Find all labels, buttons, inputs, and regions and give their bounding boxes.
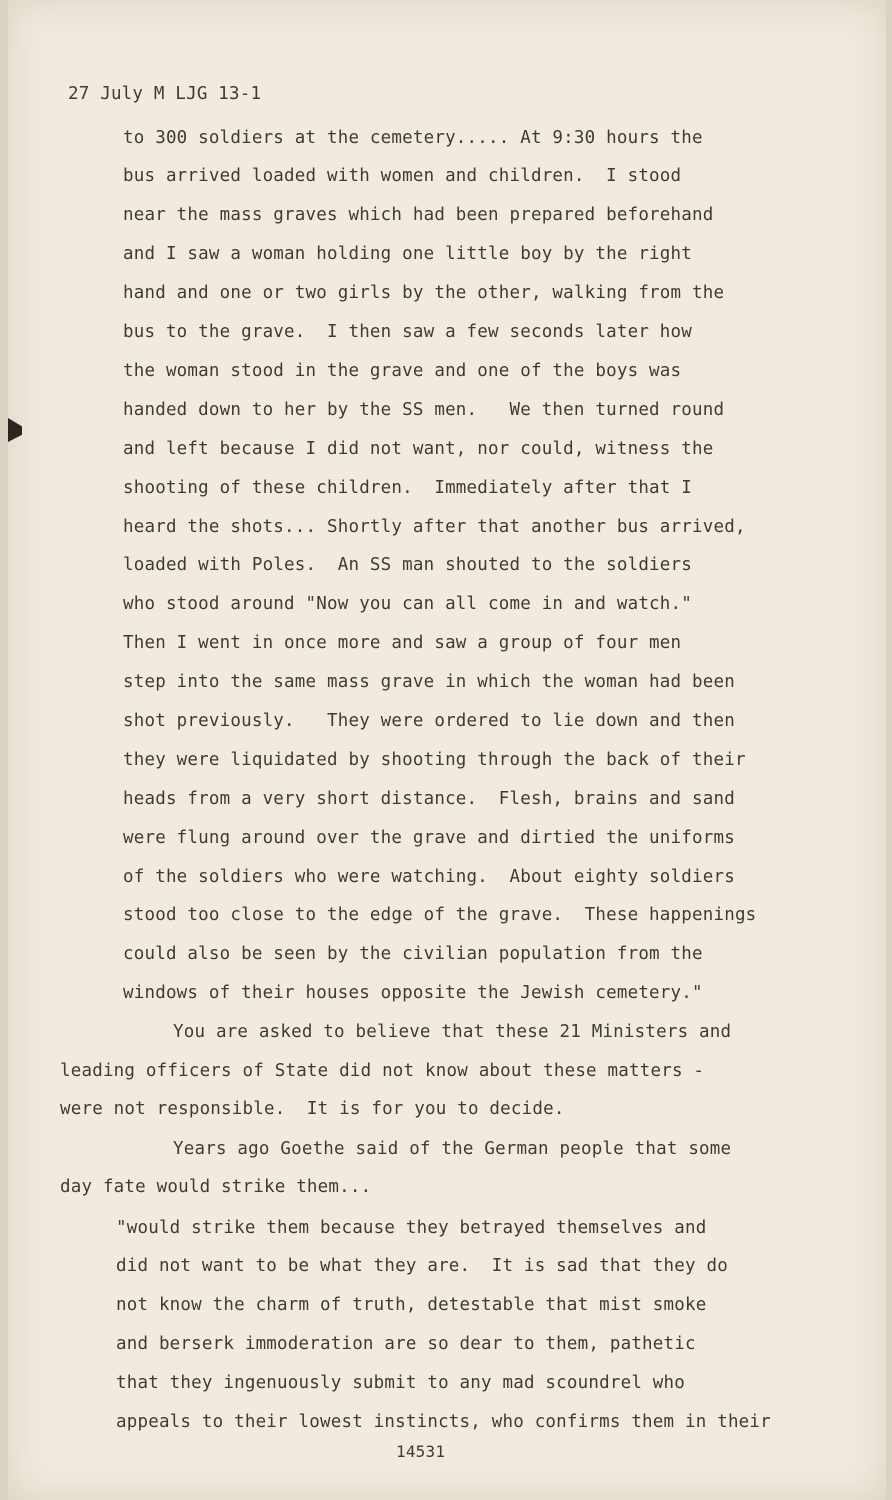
quote1-line-8: and left because I did not want, nor could, witness the [123, 439, 714, 459]
quote1-line-0: to 300 soldiers at the cemetery..... At 9:30 hours the [123, 128, 703, 148]
punch-hole-mark [8, 418, 22, 442]
quote1-line-4: hand and one or two girls by the other, walking from the [123, 283, 725, 303]
page-number: 14531 [396, 1442, 446, 1461]
quote1-line-19: of the soldiers who were watching. About eighty soldiers [123, 867, 735, 887]
body-line-2: were not responsible. It is for you to decide. [60, 1099, 565, 1119]
quote1-line-21: could also be seen by the civilian population from the [123, 944, 703, 964]
quote2-line-1: did not want to be what they are. It is sad that they do [116, 1256, 728, 1276]
quote1-line-7: handed down to her by the SS men. We then turned round [123, 400, 725, 420]
quote1-line-1: bus arrived loaded with women and children. I stood [123, 166, 682, 186]
quote1-line-5: bus to the grave. I then saw a few seconds later how [123, 322, 693, 342]
body-line-0: You are asked to believe that these 21 Ministers and [173, 1022, 732, 1042]
quote2-line-0: "would strike them because they betrayed themselves and [116, 1218, 707, 1238]
quote1-line-17: heads from a very short distance. Flesh, brains and sand [123, 789, 735, 809]
quote1-line-15: shot previously. They were ordered to lie down and then [123, 711, 735, 731]
quote1-line-6: the woman stood in the grave and one of the boys was [123, 361, 682, 381]
quote1-line-13: Then I went in once more and saw a group of four men [123, 633, 682, 653]
quote1-line-14: step into the same mass grave in which the woman had been [123, 672, 735, 692]
quote2-line-2: not know the charm of truth, detestable that mist smoke [116, 1295, 707, 1315]
quote1-line-3: and I saw a woman holding one little boy by the right [123, 244, 693, 264]
body-line-3: Years ago Goethe said of the German people that some [173, 1139, 732, 1159]
quote1-line-11: loaded with Poles. An SS man shouted to the soldiers [123, 555, 693, 575]
quote1-line-18: were flung around over the grave and dirtied the uniforms [123, 828, 735, 848]
quote1-line-12: who stood around "Now you can all come in and watch." [123, 594, 693, 614]
quote1-line-10: heard the shots... Shortly after that another bus arrived, [123, 517, 746, 537]
quote1-line-22: windows of their houses opposite the Jewish cemetery." [123, 983, 703, 1003]
quote2-line-4: that they ingenuously submit to any mad scoundrel who [116, 1373, 686, 1393]
quote2-line-3: and berserk immoderation are so dear to them, pathetic [116, 1334, 696, 1354]
page-header: 27 July M LJG 13-1 [68, 84, 262, 104]
quote1-line-9: shooting of these children. Immediately after that I [123, 478, 693, 498]
document-page [8, 0, 886, 1500]
body-line-4: day fate would strike them... [60, 1177, 372, 1197]
body-line-1: leading officers of State did not know about these matters - [60, 1061, 705, 1081]
quote1-line-16: they were liquidated by shooting through the back of their [123, 750, 746, 770]
quote2-line-5: appeals to their lowest instincts, who confirms them in their [116, 1412, 771, 1432]
quote1-line-2: near the mass graves which had been prepared beforehand [123, 205, 714, 225]
quote1-line-20: stood too close to the edge of the grave. These happenings [123, 905, 757, 925]
